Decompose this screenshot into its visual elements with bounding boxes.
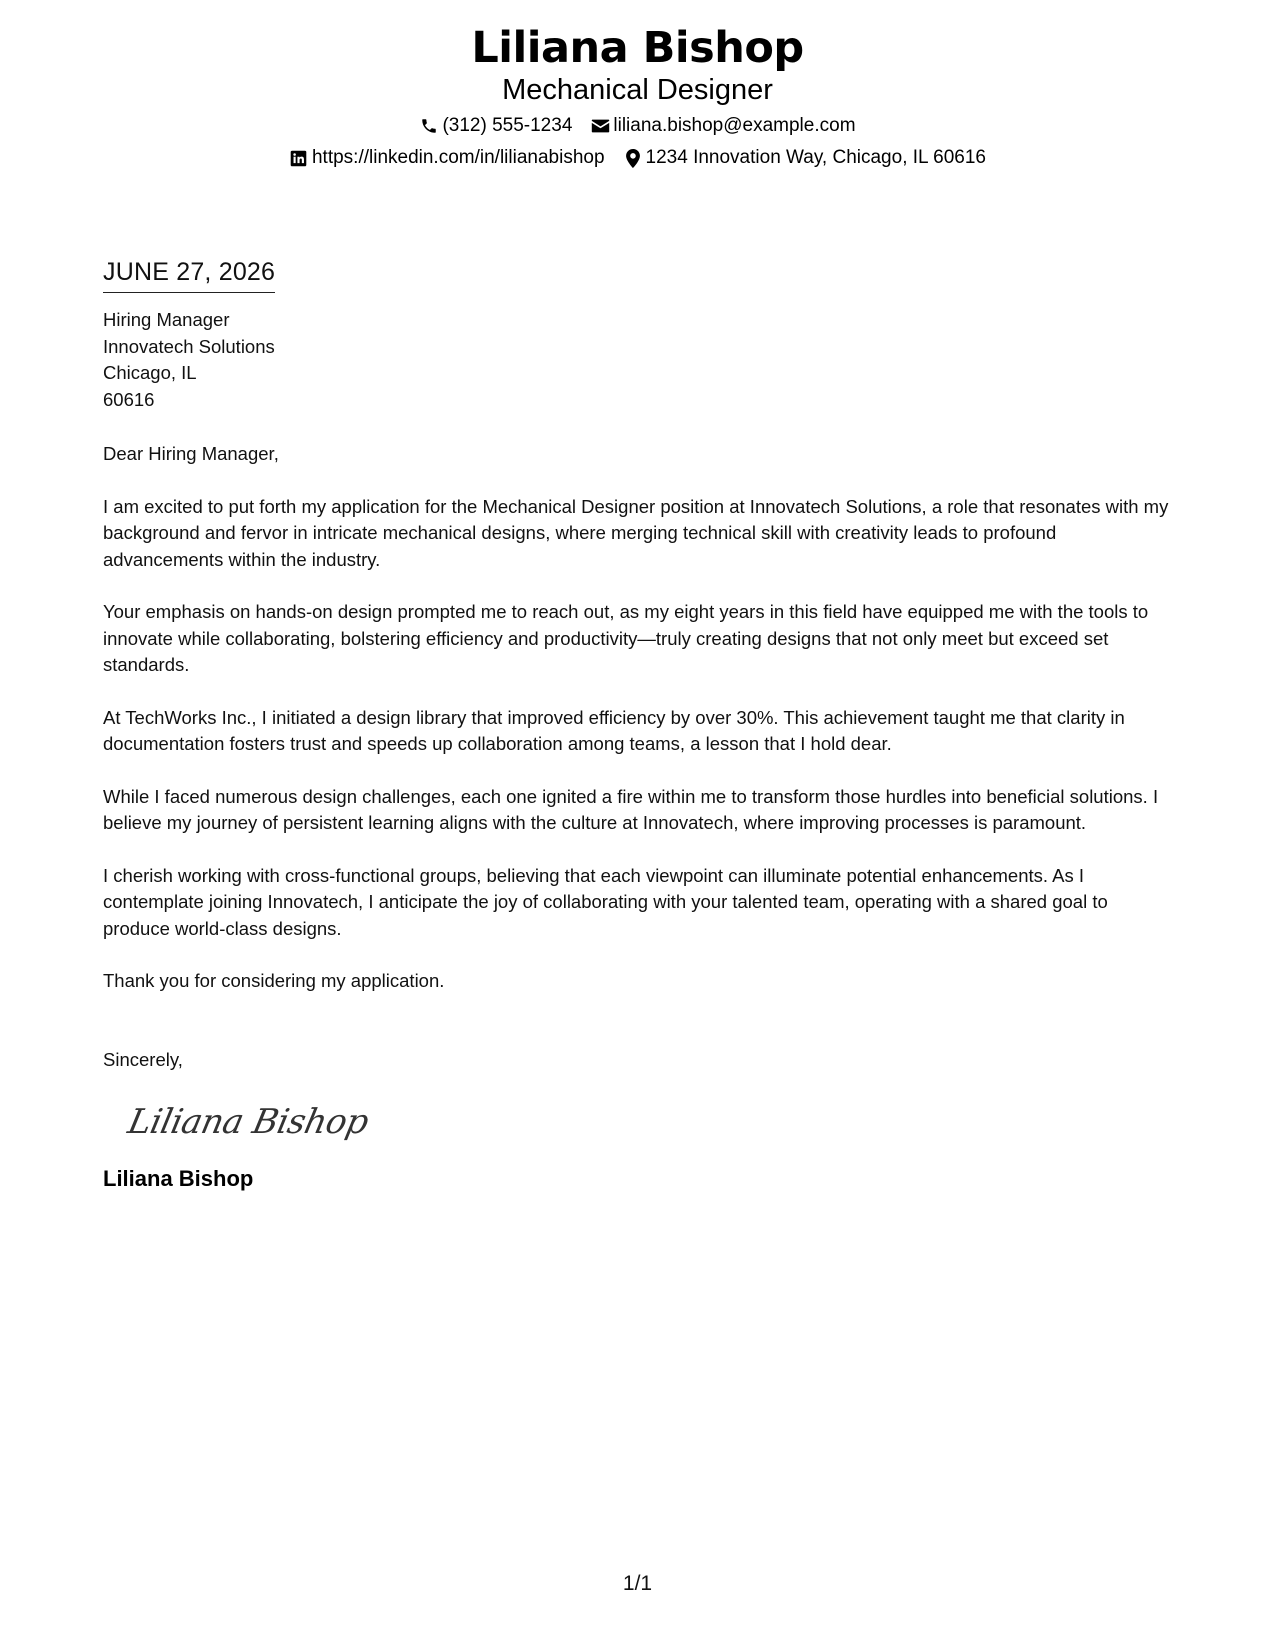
contact-linkedin[interactable]: [289, 146, 605, 170]
contact-email-text[interactable]: liliana.bishop@example.com: [613, 115, 856, 136]
signer-name: Liliana Bishop: [103, 1166, 254, 1191]
recipient-zip: 60616: [103, 388, 155, 410]
handwritten-signature: Liliana Bishop: [124, 1102, 372, 1142]
contact-row-primary: [0, 114, 1275, 138]
applicant-job-title: Mechanical Designer: [502, 74, 773, 106]
letter-body: [103, 256, 1173, 1193]
letter-date: JUNE 27, 2026: [103, 256, 275, 293]
envelope-icon: [590, 116, 610, 136]
recipient-title: Hiring Manager: [103, 309, 230, 330]
contact-linkedin-text[interactable]: https://linkedin.com/in/lilianabishop: [311, 147, 605, 168]
contact-email[interactable]: [590, 114, 855, 138]
phone-icon: [419, 116, 439, 136]
linkedin-icon: [289, 148, 309, 168]
paragraph-achievement: At TechWorks Inc., I initiated a design library that improved efficiency by over 30%. This achievement taught me that clarity in documentation fosters trust and speeds up collaboration among teams, a lesson that I hold dear.: [103, 706, 1125, 754]
recipient-block: [103, 307, 1173, 413]
letter-header: [0, 22, 1275, 170]
contact-phone: [419, 114, 572, 138]
paragraph-intro: I am excited to put forth my application for the Mechanical Designer position at Innovatech Solutions, a role that resonates with my background and fervor in intricate mechanical designs, where merging technical skill with creativity leads to profound advancements within the industry.: [103, 495, 1169, 570]
closing: Sincerely,: [103, 1048, 183, 1070]
paragraph-experience: Your emphasis on hands-on design prompted me to reach out, as my eight years in this field have equipped me with the tools to innovate while collaborating, bolstering efficiency and productivity—truly creating designs that not only meet but exceed set standards.: [103, 601, 1149, 675]
contact-address-text: 1234 Innovation Way, Chicago, IL 60616: [645, 147, 987, 168]
map-marker-icon: [623, 148, 643, 168]
contact-address: [623, 146, 986, 170]
recipient-city: Chicago, IL: [103, 362, 197, 383]
page-number: 1/1: [622, 1572, 653, 1595]
recipient-company: Innovatech Solutions: [103, 335, 275, 357]
contact-phone-text: (312) 555-1234: [442, 115, 573, 136]
salutation: Dear Hiring Manager,: [103, 443, 279, 464]
paragraph-challenges: While I faced numerous design challenges, each one ignited a fire within me to transform those hurdles into beneficial solutions. I believe my journey of persistent learning aligns with the culture at Innovatech, where improving processes is paramount.: [103, 785, 1159, 833]
paragraph-thanks: Thank you for considering my application.: [103, 970, 445, 991]
applicant-name: Liliana Bishop: [471, 23, 804, 73]
contact-row-secondary: [0, 146, 1275, 170]
paragraph-collaboration: I cherish working with cross-functional groups, believing that each viewpoint can illuminate potential enhancements. As I contemplate joining Innovatech, I anticipate the joy of collaborating with your talented team, operating with a shared goal to produce world-class designs.: [103, 864, 1108, 939]
